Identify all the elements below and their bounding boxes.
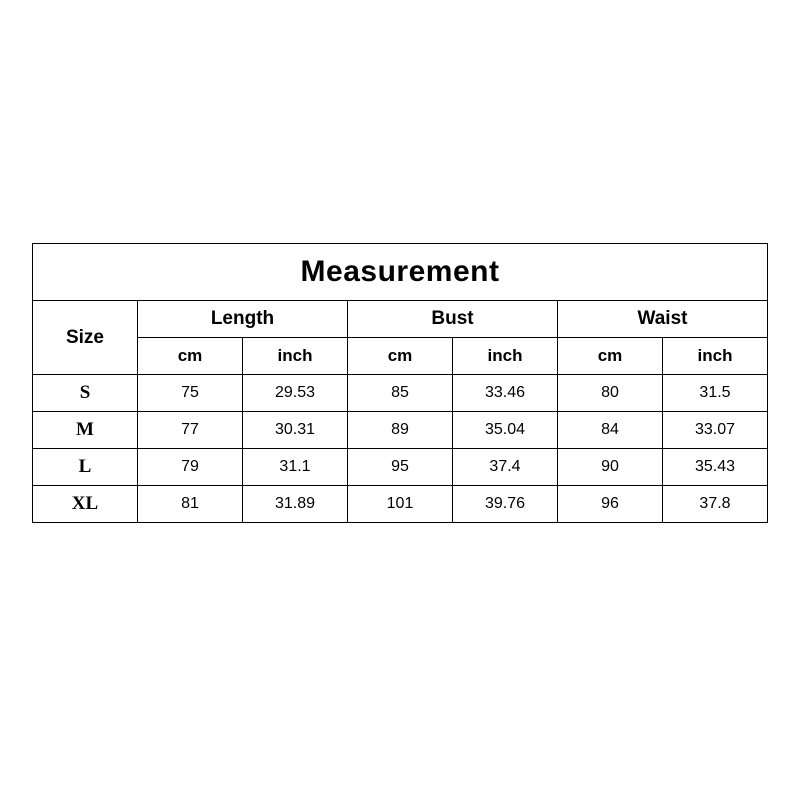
table-row bbox=[33, 449, 768, 486]
header-bust-cm: cm bbox=[348, 338, 453, 375]
cell-length-inch: 29.53 bbox=[243, 375, 348, 412]
header-group-length: Length bbox=[138, 301, 348, 338]
cell-length-cm: 75 bbox=[138, 375, 243, 412]
row-size-label: L bbox=[33, 449, 138, 486]
cell-waist-cm: 90 bbox=[558, 449, 663, 486]
header-length-cm: cm bbox=[138, 338, 243, 375]
row-size-label: S bbox=[33, 375, 138, 412]
header-bust-inch: inch bbox=[453, 338, 558, 375]
table-title-row bbox=[33, 244, 768, 301]
cell-length-inch: 31.89 bbox=[243, 486, 348, 523]
cell-bust-cm: 101 bbox=[348, 486, 453, 523]
cell-waist-inch: 33.07 bbox=[663, 412, 768, 449]
header-length-inch: inch bbox=[243, 338, 348, 375]
cell-bust-cm: 85 bbox=[348, 375, 453, 412]
header-group-waist: Waist bbox=[558, 301, 768, 338]
measurement-table bbox=[32, 243, 768, 523]
cell-waist-cm: 80 bbox=[558, 375, 663, 412]
cell-bust-inch: 33.46 bbox=[453, 375, 558, 412]
cell-length-cm: 81 bbox=[138, 486, 243, 523]
table-unit-header-row bbox=[33, 338, 768, 375]
header-waist-cm: cm bbox=[558, 338, 663, 375]
table-title: Measurement bbox=[33, 244, 768, 301]
cell-bust-inch: 37.4 bbox=[453, 449, 558, 486]
cell-waist-inch: 35.43 bbox=[663, 449, 768, 486]
header-group-bust: Bust bbox=[348, 301, 558, 338]
cell-bust-inch: 35.04 bbox=[453, 412, 558, 449]
cell-length-inch: 30.31 bbox=[243, 412, 348, 449]
row-size-label: M bbox=[33, 412, 138, 449]
cell-length-cm: 79 bbox=[138, 449, 243, 486]
cell-length-inch: 31.1 bbox=[243, 449, 348, 486]
table-row bbox=[33, 486, 768, 523]
header-waist-inch: inch bbox=[663, 338, 768, 375]
cell-waist-cm: 96 bbox=[558, 486, 663, 523]
row-size-label: XL bbox=[33, 486, 138, 523]
cell-length-cm: 77 bbox=[138, 412, 243, 449]
table-row bbox=[33, 412, 768, 449]
cell-bust-inch: 39.76 bbox=[453, 486, 558, 523]
header-size: Size bbox=[33, 301, 138, 375]
cell-bust-cm: 89 bbox=[348, 412, 453, 449]
cell-waist-cm: 84 bbox=[558, 412, 663, 449]
cell-waist-inch: 31.5 bbox=[663, 375, 768, 412]
cell-bust-cm: 95 bbox=[348, 449, 453, 486]
table-group-header-row bbox=[33, 301, 768, 338]
cell-waist-inch: 37.8 bbox=[663, 486, 768, 523]
measurement-table-container bbox=[32, 243, 768, 523]
table-row bbox=[33, 375, 768, 412]
